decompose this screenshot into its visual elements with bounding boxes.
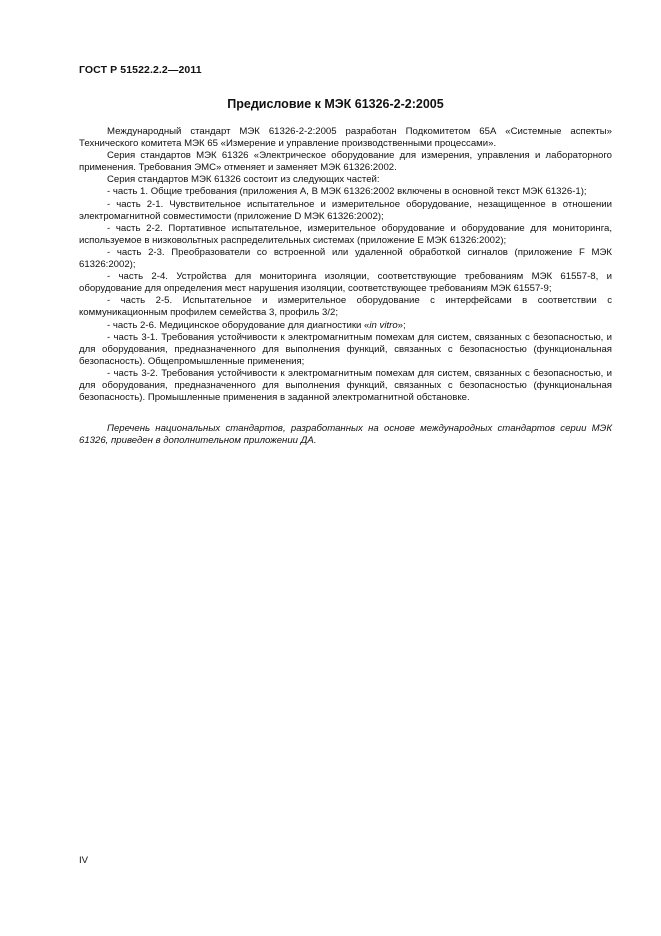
paragraph-series: Серия стандартов МЭК 61326 «Электрическое оборудование для измерения, управления и лабораторного применения. Требования ЭМС» отменяет и заменяет МЭК 61326:2002. — [79, 150, 612, 174]
page-number: IV — [79, 855, 89, 866]
list-item-part-2-6 — [79, 320, 612, 332]
part-2-6-italic: in vitro — [369, 319, 398, 331]
part-2-6-prefix: - часть 2-6. Медицинское оборудование для диагностики « — [107, 319, 370, 331]
document-body — [79, 126, 612, 447]
list-item-part-2-1: - часть 2-1. Чувствительное испытательное и измерительное оборудование, незащищенное в отношении электромагнитной совместимости (приложение D МЭК 61326:2002); — [79, 198, 612, 222]
list-item-part-2-2: - часть 2-2. Портативное испытательное, измерительное оборудование и оборудование для мониторинга, используемое в низковольтных распределительных системах (приложение Е МЭК 61326:2002); — [79, 222, 612, 246]
national-standards-note: Перечень национальных стандартов, разработанных на основе международных стандартов серии МЭК 61326, приведен в дополнительном приложении ДА. — [79, 423, 612, 447]
document-header: ГОСТ Р 51522.2.2—2011 — [79, 64, 202, 76]
list-item-part-1: - часть 1. Общие требования (приложения А, В МЭК 61326:2002 включены в основной текст МЭК 61326-1); — [107, 186, 587, 198]
page-title: Предисловие к МЭК 61326-2-2:2005 — [227, 97, 444, 111]
paragraph-parts-lead: Серия стандартов МЭК 61326 состоит из следующих частей: — [107, 174, 380, 186]
list-item-part-3-1: - часть 3-1. Требования устойчивости к электромагнитным помехам для систем, связанных с безопасностью, и для оборудования, предназначенного для выполнения функций, связанных с безопасностью (функциональная безопасность). Общепромышленные применения; — [79, 331, 612, 367]
part-2-6-suffix: »; — [397, 319, 406, 331]
list-item-part-2-4: - часть 2-4. Устройства для мониторинга изоляции, соответствующие требованиям МЭК 61557-8, и оборудование для определения мест нарушения изоляции, соответствующее требованиям МЭК 61557-9; — [79, 271, 612, 295]
list-item-part-3-2: - часть 3-2. Требования устойчивости к электромагнитным помехам для систем, связанных с безопасностью, и для оборудования, предназначенного для выполнения функций, связанных с безопасностью (функциональная безопасность). Промышленные применения в заданной электромагнитной обстановке. — [79, 367, 612, 404]
paragraph-intro: Международный стандарт МЭК 61326-2-2:2005 разработан Подкомитетом 65А «Системные аспекты» Технического комитета МЭК 65 «Измерение и управление производственными процессами». — [79, 126, 612, 150]
list-item-part-2-3: - часть 2-3. Преобразователи со встроенной или удаленной обработкой сигналов (приложение F МЭК 61326:2002); — [79, 246, 612, 271]
list-item-part-2-5: - часть 2-5. Испытательное и измерительное оборудование с интерфейсами в соответствии с коммуникационным профилем семейства 3, профиль 3/2; — [79, 295, 612, 319]
